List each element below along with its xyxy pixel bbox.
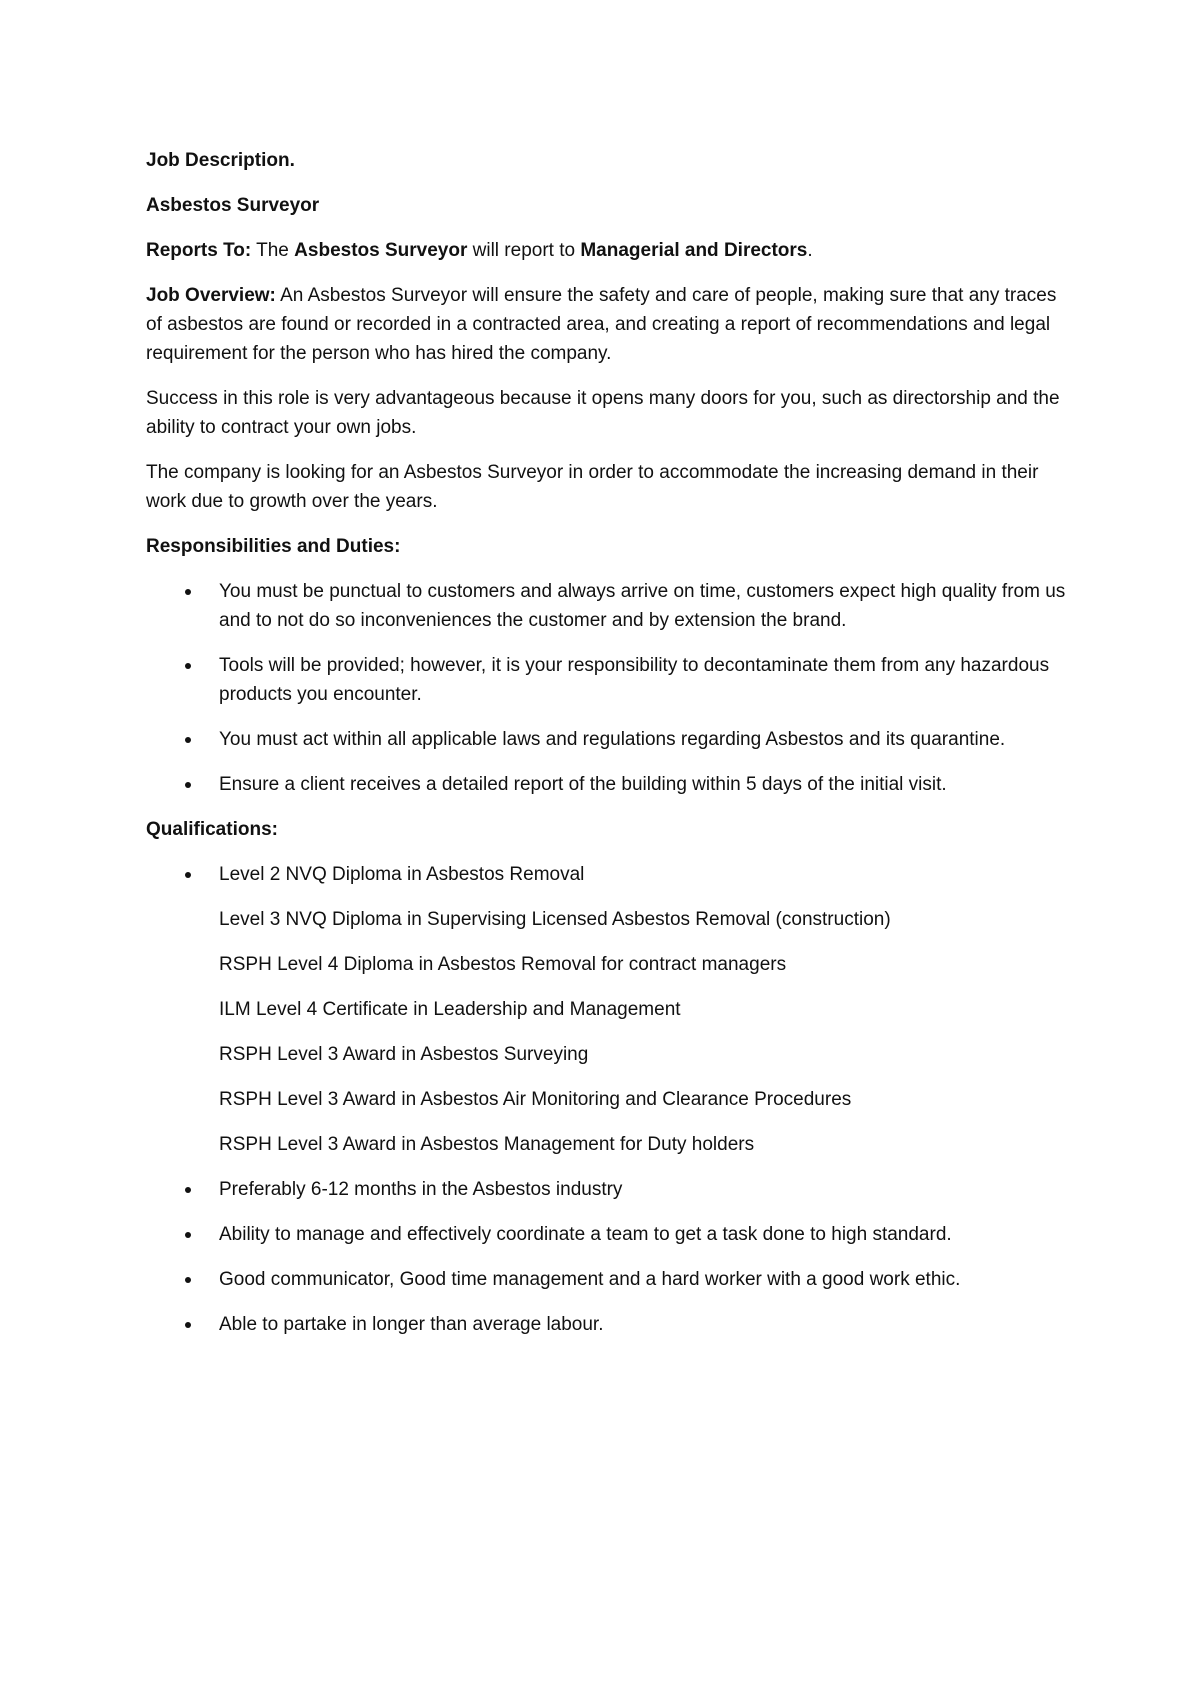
- reports-to-paragraph: [146, 236, 1076, 265]
- list-item: [146, 1085, 1076, 1114]
- list-item: [146, 1130, 1076, 1159]
- qualifications-heading: Qualifications:: [146, 819, 278, 840]
- document-body: [146, 146, 1076, 1355]
- document-heading: Job Description.: [146, 150, 295, 171]
- responsibility-text: Ensure a client receives a detailed report of the building within 5 days of the initial visit.: [219, 774, 947, 795]
- qualification-text: RSPH Level 3 Award in Asbestos Management for Duty holders: [219, 1134, 755, 1155]
- qualification-text: Preferably 6-12 months in the Asbestos industry: [219, 1179, 623, 1200]
- list-item: [146, 995, 1076, 1024]
- bullet-icon: [185, 1322, 191, 1328]
- qualification-text: Level 2 NVQ Diploma in Asbestos Removal: [219, 864, 585, 885]
- job-overview-text: An Asbestos Surveyor will ensure the safety and care of people, making sure that any traces of asbestos are found or recorded in a contracted area, and creating a report of recommendations and legal requirement for the person who has hired the company.: [146, 285, 1057, 364]
- list-item: [146, 905, 1076, 934]
- list-item: [146, 1310, 1076, 1339]
- list-item: [146, 770, 1076, 799]
- list-item: [146, 725, 1076, 754]
- responsibilities-list: [146, 577, 1076, 799]
- qualifications-list: [146, 860, 1076, 1339]
- qualification-text: Good communicator, Good time management and a hard worker with a good work ethic.: [219, 1269, 961, 1290]
- responsibility-text: You must act within all applicable laws and regulations regarding Asbestos and its quarantine.: [219, 729, 1006, 750]
- company-paragraph: The company is looking for an Asbestos Surveyor in order to accommodate the increasing demand in their work due to growth over the years.: [146, 462, 1039, 512]
- success-paragraph: Success in this role is very advantageous because it opens many doors for you, such as directorship and the ability to contract your own jobs.: [146, 388, 1060, 438]
- qualification-text: RSPH Level 3 Award in Asbestos Air Monitoring and Clearance Procedures: [219, 1089, 852, 1110]
- qualification-text: ILM Level 4 Certificate in Leadership and Management: [219, 999, 681, 1020]
- qualification-text: RSPH Level 3 Award in Asbestos Surveying: [219, 1044, 589, 1065]
- reports-to-text-2: will report to: [467, 240, 581, 261]
- list-item: [146, 651, 1076, 709]
- responsibilities-heading: Responsibilities and Duties:: [146, 536, 401, 557]
- reports-to-text-1: The: [251, 240, 295, 261]
- qualification-text: Ability to manage and effectively coordinate a team to get a task done to high standard.: [219, 1224, 952, 1245]
- bullet-icon: [185, 737, 191, 743]
- reports-to-role: Asbestos Surveyor: [294, 240, 468, 261]
- bullet-icon: [185, 589, 191, 595]
- bullet-icon: [185, 663, 191, 669]
- list-item: [146, 1265, 1076, 1294]
- reports-to-managers: Managerial and Directors: [580, 240, 808, 261]
- list-item: [146, 950, 1076, 979]
- list-item: [146, 1220, 1076, 1249]
- bullet-icon: [185, 872, 191, 878]
- qualification-text: Able to partake in longer than average labour.: [219, 1314, 604, 1335]
- bullet-icon: [185, 1277, 191, 1283]
- bullet-icon: [185, 782, 191, 788]
- bullet-icon: [185, 1232, 191, 1238]
- reports-to-label: Reports To:: [146, 240, 252, 261]
- job-title: Asbestos Surveyor: [146, 195, 320, 216]
- reports-to-text-3: .: [807, 240, 813, 261]
- list-item: [146, 577, 1076, 635]
- responsibility-text: You must be punctual to customers and always arrive on time, customers expect high quality from us and to not do so inconveniences the customer and by extension the brand.: [219, 581, 1066, 631]
- job-overview-paragraph: [146, 281, 1076, 368]
- bullet-icon: [185, 1187, 191, 1193]
- list-item: [146, 860, 1076, 889]
- list-item: [146, 1040, 1076, 1069]
- responsibility-text: Tools will be provided; however, it is your responsibility to decontaminate them from any hazardous products you encounter.: [219, 655, 1050, 705]
- job-overview-label: Job Overview:: [146, 285, 276, 306]
- qualification-text: Level 3 NVQ Diploma in Supervising Licensed Asbestos Removal (construction): [219, 909, 891, 930]
- qualification-text: RSPH Level 4 Diploma in Asbestos Removal for contract managers: [219, 954, 787, 975]
- list-item: [146, 1175, 1076, 1204]
